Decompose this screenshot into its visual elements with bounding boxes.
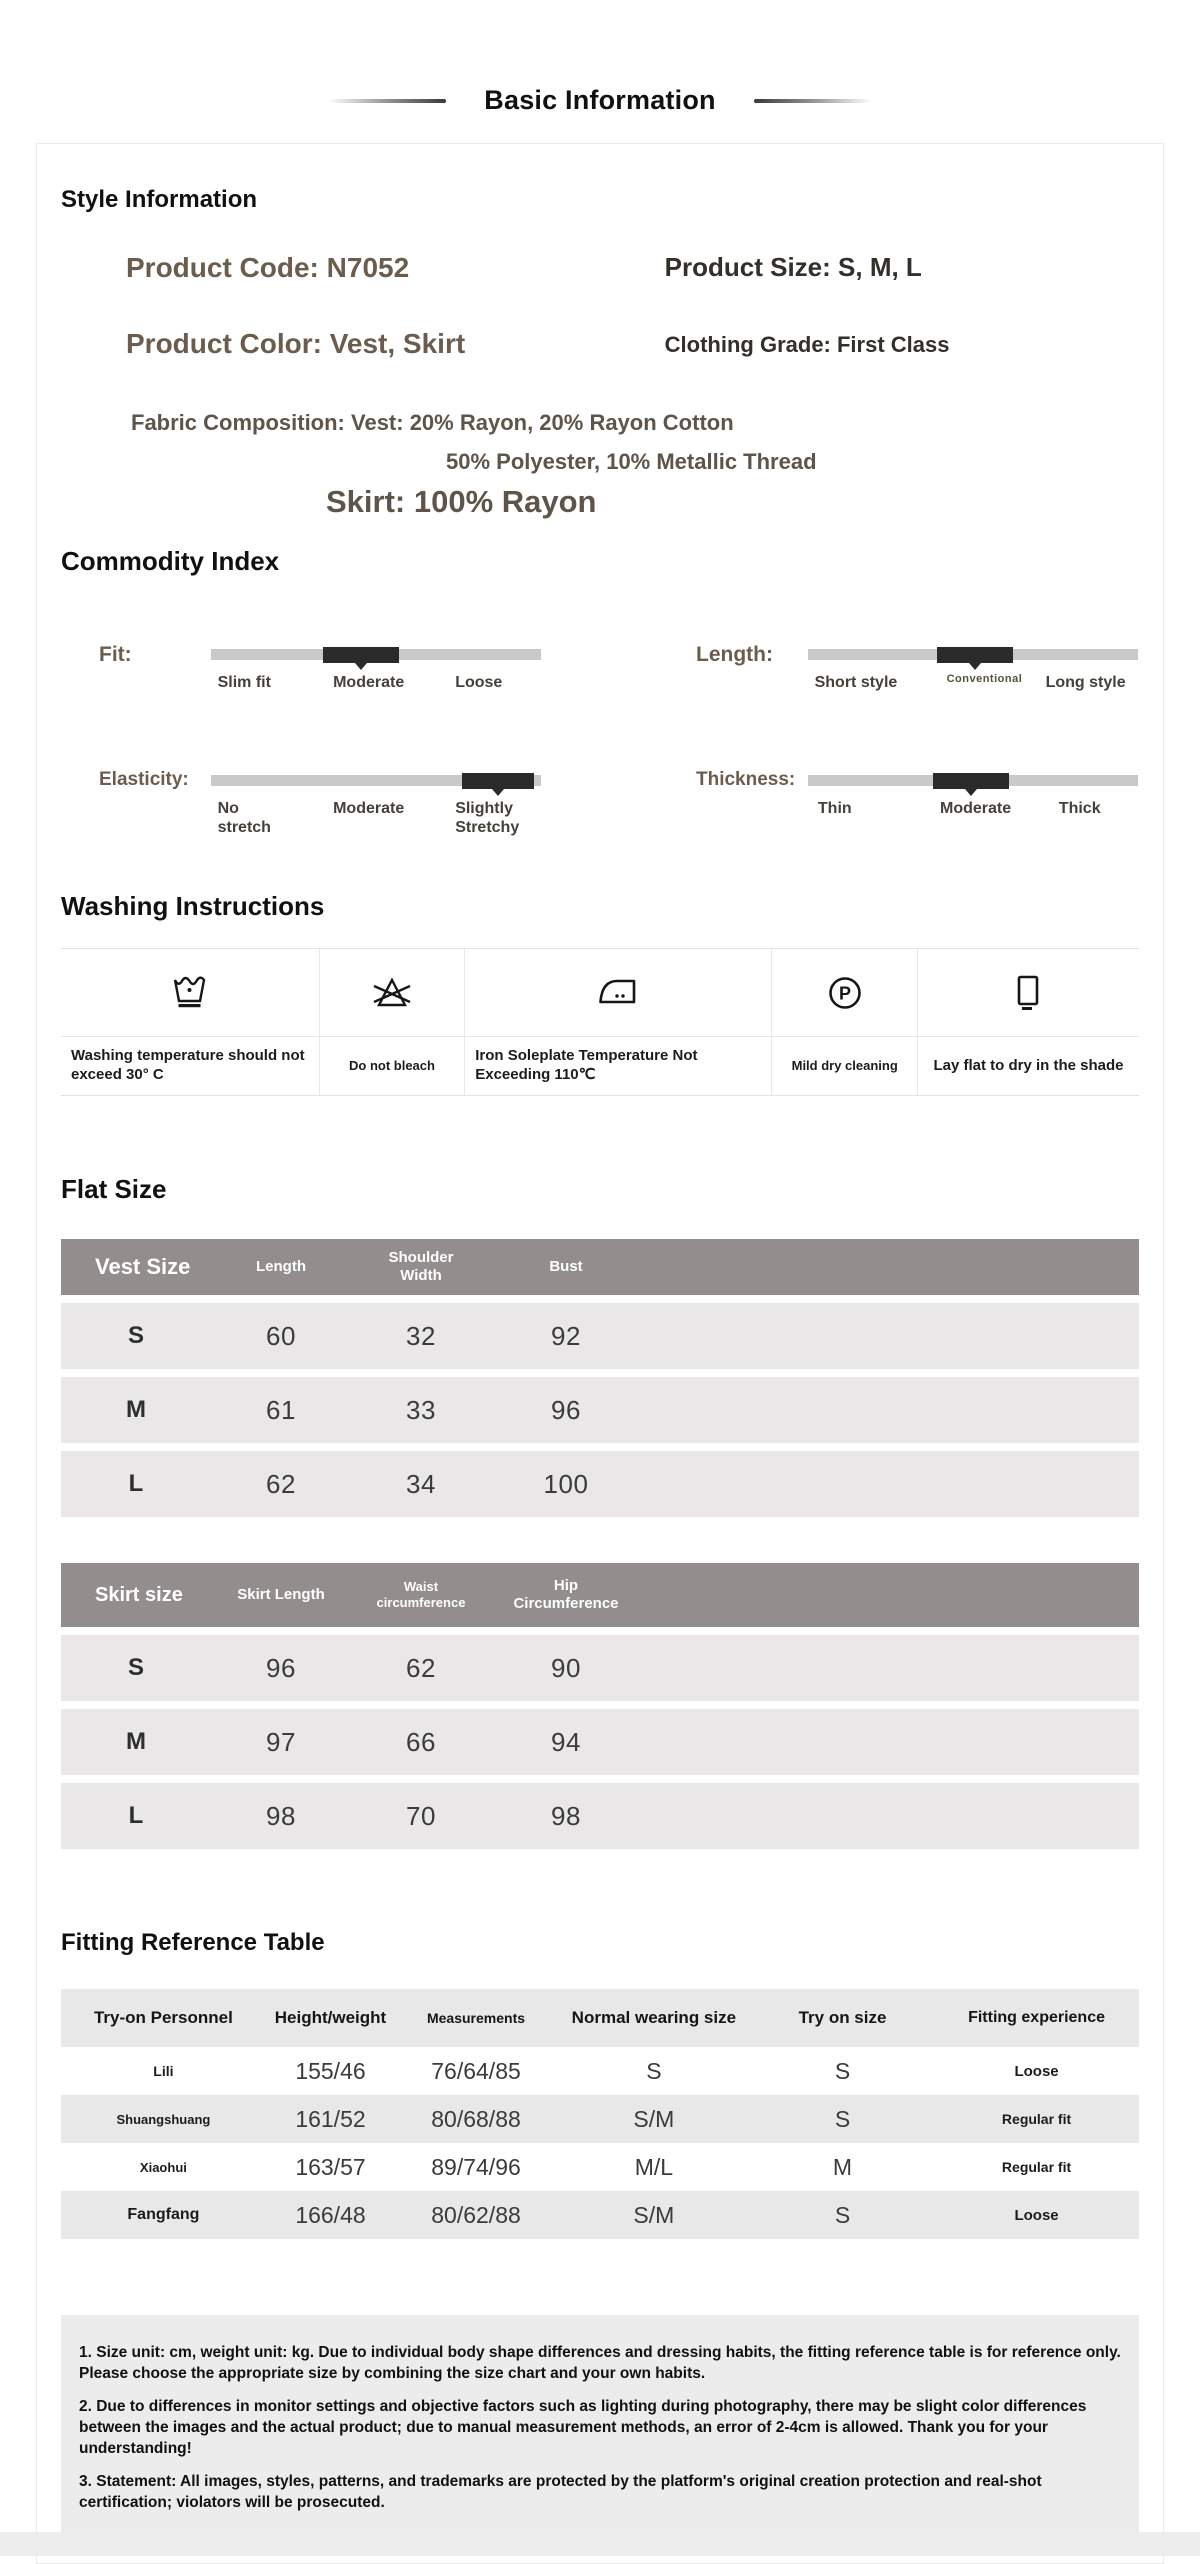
- fabric-composition-line3: Skirt: 100% Rayon: [326, 484, 597, 519]
- note-1: 1. Size unit: cm, weight unit: kg. Due to individual body shape differences and dressing habits, the fitting reference table is for reference only. Please choose the appropriate size by combining the size chart and your own habits.: [79, 2344, 1121, 2382]
- table-row: [61, 1303, 1139, 1369]
- page-title: Basic Information: [484, 85, 716, 115]
- fitting-reference-heading: Fitting Reference Table: [61, 1929, 325, 1956]
- cell-name: Xiaohui: [139, 2159, 187, 2175]
- clothing-grade-text: Clothing Grade: First Class: [664, 332, 950, 357]
- product-info-grid: [61, 252, 1139, 360]
- iron-110-icon: [465, 949, 772, 1037]
- cell-measurements: 80/68/88: [431, 2105, 521, 2132]
- notes-box: [61, 2315, 1139, 2535]
- table-row: [61, 2191, 1139, 2239]
- cell-length: 60: [266, 1320, 296, 1351]
- table-row: [61, 1377, 1139, 1443]
- flat-size-heading: Flat Size: [61, 1174, 167, 1204]
- slider-thickness-option-3: Thick: [1058, 800, 1101, 817]
- cell-name: Fangfang: [127, 2206, 200, 2223]
- fabric-composition-line1: Fabric Composition: Vest: 20% Rayon, 20% Rayon Cotton: [131, 410, 734, 435]
- note-3: 3. Statement: All images, styles, patterns, and trademarks are protected by the platform's original creation protection and real-shot certification; violators will be prosecuted.: [79, 2472, 1042, 2511]
- slider-fit-track: [211, 649, 541, 660]
- cell-tryon-size: S: [834, 2201, 851, 2228]
- cell-size: S: [127, 1322, 144, 1349]
- cell-bust: 100: [543, 1468, 589, 1499]
- table-row: [61, 1635, 1139, 1701]
- title-line-left-icon: [328, 99, 446, 103]
- cell-measurements: 76/64/85: [431, 2057, 521, 2084]
- cell-height-weight: 161/52: [295, 2105, 366, 2132]
- cell-experience: Loose: [1014, 2062, 1059, 2080]
- fitting-header-tryon-size: Try on size: [798, 2008, 887, 2027]
- cell-experience: Loose: [1014, 2206, 1059, 2224]
- cell-name: Lili: [153, 2063, 174, 2079]
- product-size-text: Product Size: S, M, L: [664, 252, 922, 282]
- vest-header-bust: Bust: [549, 1258, 583, 1275]
- wash-caption-4: Mild dry cleaning: [772, 1037, 918, 1095]
- cell-size: M: [126, 1728, 146, 1755]
- slider-elasticity-label: Elasticity:: [99, 769, 189, 790]
- wash-caption-5: Lay flat to dry in the shade: [933, 1056, 1124, 1074]
- cell-experience: Regular fit: [1001, 2111, 1072, 2127]
- cell-tryon-size: S: [834, 2105, 851, 2132]
- table-row: [61, 2143, 1139, 2191]
- vest-header-length: Length: [256, 1258, 306, 1275]
- slider-length-option-1: Short style: [814, 674, 898, 691]
- skirt-header-hip: Hip Circumference: [513, 1577, 619, 1612]
- do-not-bleach-icon: [320, 949, 466, 1037]
- slider-thickness-option-2: Moderate: [940, 800, 1012, 817]
- vest-header-size: Vest Size: [95, 1254, 191, 1279]
- style-info-heading: Style Information: [61, 186, 258, 213]
- cell-skirt-length: 96: [266, 1652, 296, 1683]
- cell-hip: 90: [551, 1652, 581, 1683]
- cell-waist: 70: [406, 1800, 436, 1831]
- cell-size: L: [128, 1470, 144, 1497]
- table-row: [61, 1783, 1139, 1849]
- slider-fit-option-2: Moderate: [333, 674, 405, 691]
- slider-elasticity-option-2: Moderate: [333, 800, 405, 817]
- cell-hip: 94: [551, 1726, 581, 1757]
- commodity-index-heading: Commodity Index: [61, 546, 280, 576]
- table-row: [61, 1451, 1139, 1517]
- wash-caption-1: Washing temperature should not exceed 30° C: [61, 1037, 320, 1095]
- product-color-text: Product Color: Vest, Skirt: [126, 328, 466, 359]
- fitting-header-normal-size: Normal wearing size: [571, 2008, 737, 2027]
- slider-fit-label: Fit:: [99, 643, 132, 666]
- fitting-header-personnel: Try-on Personnel: [93, 2008, 233, 2027]
- fabric-composition-line2: 50% Polyester, 10% Metallic Thread: [446, 449, 817, 474]
- slider-marker-icon: [965, 789, 977, 796]
- bottom-strip: [0, 2532, 1200, 2556]
- vest-header-shoulder: Shoulder Width: [388, 1249, 454, 1284]
- svg-text:P: P: [838, 983, 851, 1003]
- cell-tryon-size: M: [832, 2153, 853, 2180]
- info-card: [36, 143, 1164, 2564]
- cell-waist: 66: [406, 1726, 436, 1757]
- slider-length-track: [808, 649, 1138, 660]
- slider-fit-option-3: Loose: [455, 674, 503, 691]
- cell-experience: Regular fit: [1001, 2159, 1072, 2175]
- fitting-reference-table: [61, 1989, 1139, 2239]
- cell-length: 61: [266, 1394, 296, 1425]
- fitting-header-measurements: Measurements: [426, 2010, 526, 2026]
- cell-height-weight: 166/48: [295, 2201, 366, 2228]
- cell-measurements: 89/74/96: [431, 2153, 521, 2180]
- dry-flat-shade-icon: [918, 949, 1139, 1037]
- cell-tryon-size: S: [834, 2057, 851, 2084]
- cell-normal-size: M/L: [634, 2153, 674, 2180]
- table-row: [61, 2095, 1139, 2143]
- cell-shoulder: 32: [406, 1320, 436, 1351]
- slider-length-option-2: Conventional: [946, 673, 1023, 685]
- washing-table: [61, 948, 1139, 1096]
- fitting-header-experience: Fitting experience: [968, 2009, 1105, 2026]
- skirt-table-header: [61, 1563, 1139, 1627]
- cell-height-weight: 163/57: [295, 2153, 366, 2180]
- slider-marker-icon: [355, 663, 367, 670]
- table-row: [61, 2047, 1139, 2095]
- product-code-text: Product Code: N7052: [126, 252, 410, 283]
- cell-normal-size: S/M: [633, 2201, 675, 2228]
- slider-elasticity: [99, 737, 600, 845]
- cell-length: 62: [266, 1468, 296, 1499]
- cell-waist: 62: [406, 1652, 436, 1683]
- slider-length-option-3: Long style: [1045, 674, 1126, 691]
- skirt-header-waist: Waist circumference: [376, 1579, 466, 1610]
- cell-size: M: [126, 1396, 146, 1423]
- cell-name: Shuangshuang: [116, 2111, 211, 2127]
- slider-thickness: [696, 737, 1139, 845]
- cell-bust: 92: [551, 1320, 581, 1351]
- cell-normal-size: S: [646, 2057, 662, 2084]
- commodity-sliders: [61, 611, 1139, 845]
- fitting-table-header: [61, 1989, 1139, 2047]
- title-line-right-icon: [754, 99, 872, 103]
- fitting-header-height: Height/weight: [274, 2008, 387, 2027]
- cell-shoulder: 34: [406, 1468, 436, 1499]
- cell-measurements: 80/62/88: [431, 2201, 521, 2228]
- cell-size: L: [128, 1802, 144, 1829]
- slider-marker-icon: [969, 663, 981, 670]
- skirt-size-table: [61, 1563, 1139, 1849]
- cell-size: S: [127, 1654, 144, 1681]
- cell-normal-size: S/M: [633, 2105, 675, 2132]
- slider-elasticity-option-3: Slightly Stretchy: [455, 800, 520, 837]
- dry-clean-p-icon: [772, 949, 918, 1037]
- cell-height-weight: 155/46: [295, 2057, 366, 2084]
- slider-fit: [99, 611, 600, 719]
- slider-length-label: Length:: [696, 643, 773, 666]
- table-row: [61, 1709, 1139, 1775]
- cell-skirt-length: 97: [266, 1726, 296, 1757]
- slider-elasticity-track: [211, 775, 541, 786]
- slider-length-active-segment: [937, 647, 1013, 663]
- vest-size-table: [61, 1239, 1139, 1517]
- wash-caption-3: Iron Soleplate Temperature Not Exceeding 110℃: [465, 1037, 772, 1095]
- cell-hip: 98: [551, 1800, 581, 1831]
- vest-table-header: [61, 1239, 1139, 1295]
- note-2: 2. Due to differences in monitor settings and objective factors such as lighting during photography, there may be slight color differences between the images and the actual product; due to manual measurement methods, an error of 2-4cm is allowed. Thank you for your understanding!: [79, 2397, 1087, 2457]
- slider-length: [696, 611, 1139, 719]
- skirt-header-size: Skirt size: [95, 1583, 183, 1606]
- washing-instructions-heading: Washing Instructions: [61, 891, 325, 921]
- slider-elasticity-active-segment: [462, 773, 535, 789]
- cell-bust: 96: [551, 1394, 581, 1425]
- slider-thickness-track: [808, 775, 1138, 786]
- slider-fit-active-segment: [323, 647, 399, 663]
- slider-fit-option-1: Slim fit: [217, 674, 271, 691]
- slider-elasticity-option-1: No stretch: [217, 800, 271, 837]
- slider-marker-icon: [492, 789, 504, 796]
- slider-thickness-label: Thickness:: [696, 769, 796, 790]
- skirt-header-length: Skirt Length: [237, 1586, 325, 1603]
- slider-thickness-active-segment: [933, 773, 1009, 789]
- cell-shoulder: 33: [406, 1394, 436, 1425]
- wash-30-icon: [61, 949, 320, 1037]
- slider-thickness-option-1: Thin: [817, 800, 852, 817]
- page-header: [0, 0, 1200, 143]
- wash-caption-2: Do not bleach: [320, 1037, 466, 1095]
- cell-skirt-length: 98: [266, 1800, 296, 1831]
